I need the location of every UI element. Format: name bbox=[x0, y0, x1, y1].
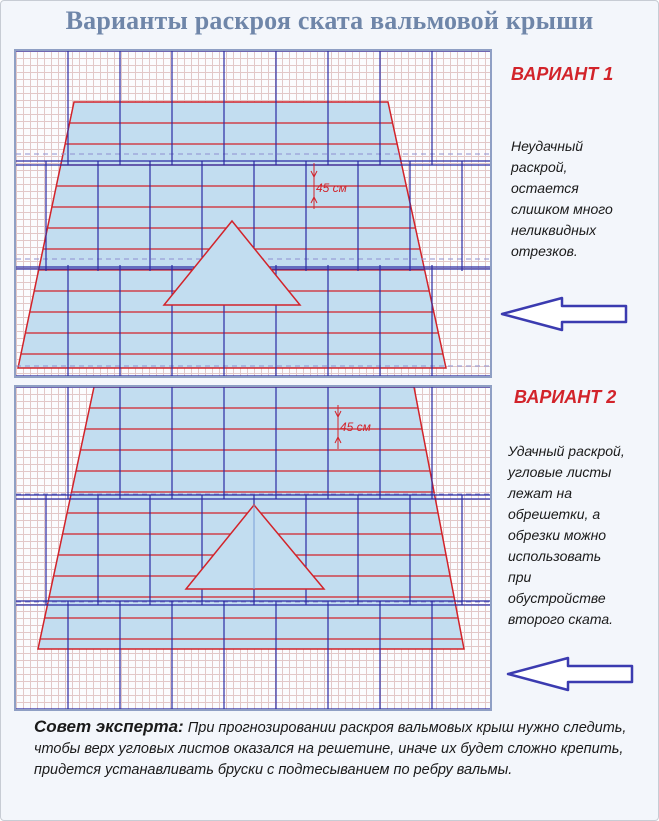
variant2-diagram bbox=[14, 385, 492, 711]
variant2-label: ВАРИАНТ 2 bbox=[514, 387, 617, 407]
description-line: при bbox=[508, 569, 532, 585]
variant1-description bbox=[511, 136, 651, 262]
description-line: слишком много bbox=[511, 201, 613, 217]
advice-text: При прогнозировании раскроя вальмовых крыш нужно следить, чтобы верх угловых листов оказался на решетине, иначе их будет сложно крепить, придется устанавливать бруски с подтесыванием по ребру вальмы. bbox=[34, 720, 627, 778]
page-title: Варианты раскроя ската вальмовой крыши bbox=[65, 6, 594, 35]
description-line: лежат на bbox=[508, 485, 572, 501]
description-line: угловые листы bbox=[508, 464, 612, 480]
dimension-label: 45 см bbox=[316, 181, 347, 195]
variant1-label: ВАРИАНТ 1 bbox=[511, 64, 614, 84]
variant1-diagram bbox=[14, 49, 492, 378]
description-line: отрезков. bbox=[511, 243, 578, 259]
description-line: использовать bbox=[508, 548, 602, 564]
advice-heading: Совет эксперта: bbox=[34, 717, 184, 736]
description-line: остается bbox=[511, 180, 579, 196]
description-line: раскрой, bbox=[511, 159, 568, 175]
description-line: Неудачный bbox=[511, 138, 584, 154]
dimension-label: 45 см bbox=[340, 420, 371, 434]
variant2-description bbox=[508, 441, 656, 630]
description-line: обустройстве bbox=[508, 590, 606, 606]
description-line: обрешетки, а bbox=[508, 506, 601, 522]
description-line: второго ската. bbox=[508, 611, 614, 627]
left-arrow-icon bbox=[506, 656, 636, 692]
left-arrow-icon bbox=[500, 296, 630, 332]
variant2-roof-drawing bbox=[16, 387, 490, 709]
description-line: Удачный раскрой, bbox=[508, 443, 625, 459]
description-line: неликвидных bbox=[511, 222, 597, 238]
variant1-roof-drawing bbox=[16, 51, 490, 376]
expert-advice bbox=[34, 716, 634, 781]
description-line: обрезки можно bbox=[508, 527, 607, 543]
